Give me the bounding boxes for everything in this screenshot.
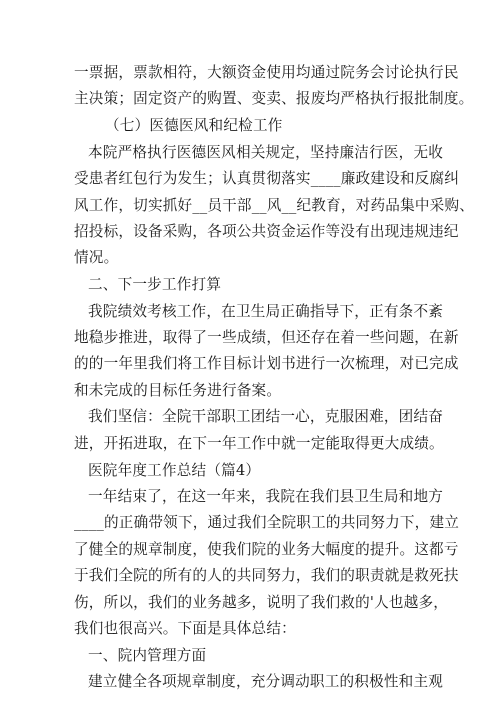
body-text-line: 主决策；固定资产的购置、变卖、报废均严格执行报批制度。 [74,90,474,107]
body-text-line: 伤，所以，我们的业务越多，说明了我们救的'人也越多， [74,594,449,611]
paragraph-first-line: 建立健全各项规章制度，充分调动职工的积极性和主观 [88,673,444,690]
paragraph-first-line: 本院严格执行医德医风相关规定，坚持廉洁行医，无收 [88,144,444,161]
body-text-line: 进，开拓进取，在下一年工作中就一定能取得更大成绩。 [74,435,444,452]
body-text-line: 地稳步推进，取得了一些成绩，但还存在着一些问题，在新 [74,329,459,346]
body-text-line: 情况。 [74,249,119,266]
paragraph-first-line: 一年结束了，在这一年来，我院在我们县卫生局和地方 [88,488,444,505]
paragraph-first-line: 我们坚信：全院干部职工团结一心，克服困难，团结奋 [88,408,444,425]
body-text-line: 和未完成的目标任务进行备案。 [74,382,282,399]
section-heading: 医院年度工作总结（篇4） [88,462,261,479]
body-text-line: 的的一年里我们将工作目标计划书进行一次梳理，对已完成 [74,355,459,372]
body-text-line: 受患者红包行为发生；认真贯彻落实____廉政建设和反腐纠 [74,170,460,187]
section-heading: 二、下一步工作打算 [88,276,222,293]
section-heading: 一、院内管理方面 [88,647,207,664]
paragraph-first-line: 我院绩效考核工作，在卫生局正确指导下，正有条不紊 [88,303,444,320]
section-heading: （七）医德医风和纪检工作 [105,117,283,134]
body-text-line: 招投标，设备采购，各项公共资金运作等没有出现违规违纪 [74,223,459,240]
body-text-line: 风工作，切实抓好__员干部__风__纪教育，对药品集中采购、 [74,197,475,214]
body-text-line: 一票据，票款相符，大额资金使用均通过院务会讨论执行民 [74,64,459,81]
body-text-line: 于我们全院的所有的人的共同努力，我们的职责就是救死扶 [74,567,459,584]
body-text-line: 我们也很高兴。下面是具体总结： [74,620,296,637]
body-text-line: 了健全的规章制度，使我们院的业务大幅度的提升。这都亏 [74,541,459,558]
body-text-line: ____的正确带领下，通过我们全院职工的共同努力下，建立 [74,514,460,531]
